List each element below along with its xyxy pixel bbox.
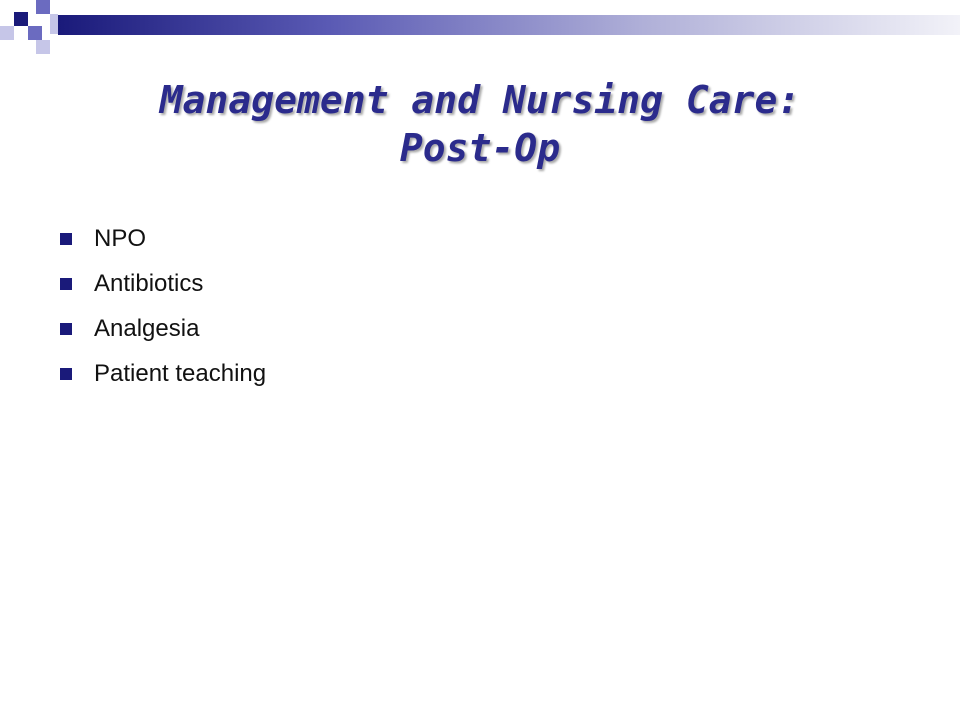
decor-square — [0, 26, 14, 40]
square-bullet-icon — [60, 323, 72, 335]
bullet-text: Patient teaching — [94, 359, 267, 387]
list-item — [60, 351, 266, 396]
square-bullet-icon — [60, 233, 72, 245]
slide-title-line-2: Post-Op — [399, 126, 561, 170]
bullet-list — [60, 216, 266, 396]
decor-square — [28, 26, 42, 40]
bullet-text: Analgesia — [94, 314, 200, 342]
decor-square — [36, 0, 50, 14]
decor-square — [14, 12, 28, 26]
slide-title-line-1: Management and Nursing Care: — [159, 78, 801, 122]
bullet-text: Antibiotics — [94, 269, 204, 297]
decor-square — [50, 14, 58, 34]
square-bullet-icon — [60, 368, 72, 380]
square-bullet-icon — [60, 278, 72, 290]
bullet-text: NPO — [94, 224, 147, 252]
slide-title — [0, 76, 960, 172]
header-gradient-bar — [58, 15, 960, 35]
decor-square — [36, 40, 50, 54]
list-item — [60, 216, 266, 261]
list-item — [60, 306, 266, 351]
header-decoration — [0, 0, 960, 60]
list-item — [60, 261, 266, 306]
